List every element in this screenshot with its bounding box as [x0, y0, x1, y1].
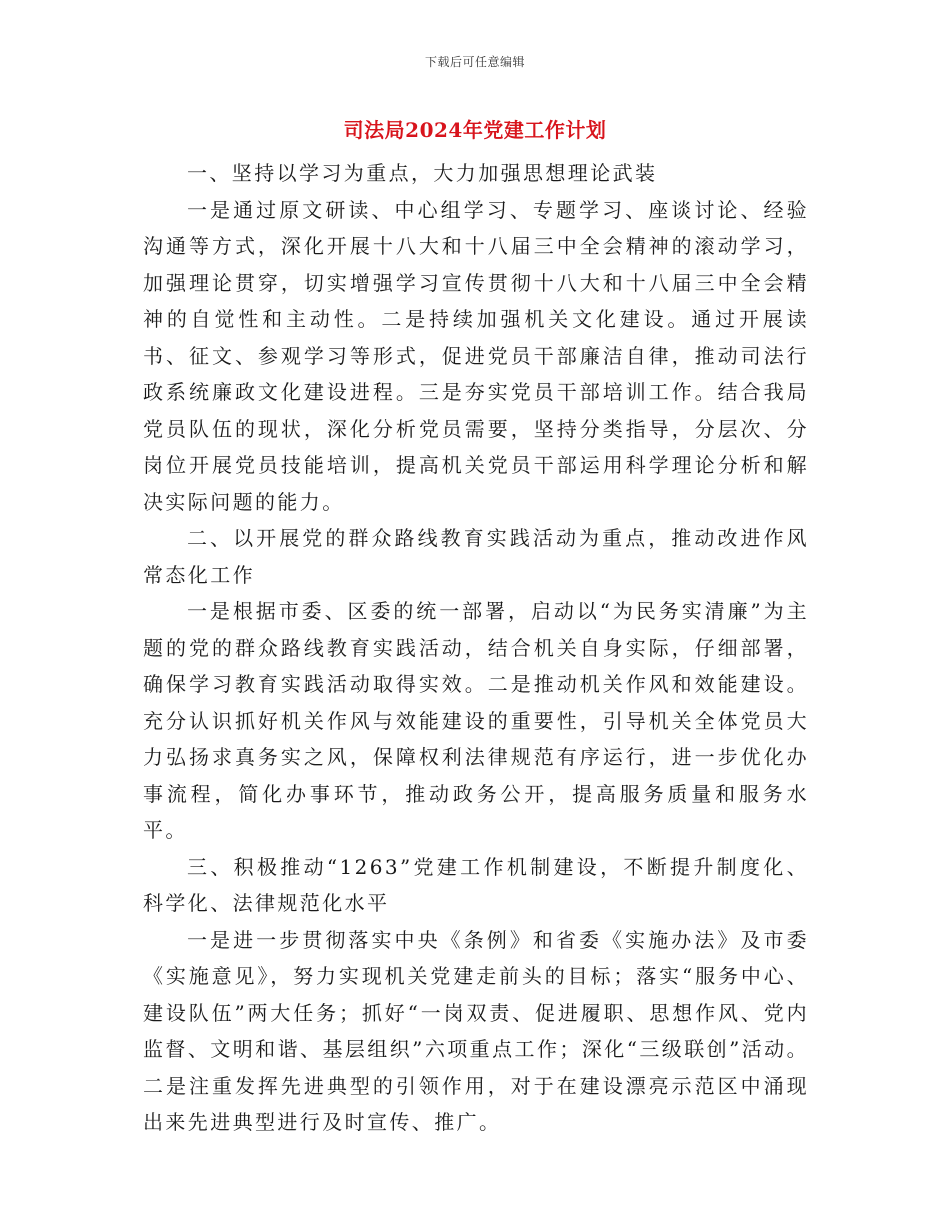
document-title: 司法局2024年党建工作计划	[343, 118, 607, 142]
body-paragraph-2: 一是根据市委、区委的统一部署，启动以“为民务实清廉”为主题的党的群众路线教育实践活动，结合机关自身实际，仔细部署，确保学习教育实践活动取得实效。二是推动机关作风和效能建设。充分认识抓好机关作风与效能建设的重要性，引导机关全体党员大力弘扬求真务实之风，保障权利法律规范有序运行，进一步优化办事流程，简化办事环节，推动政务公开，提高服务质量和服务水平。	[143, 599, 809, 842]
header-note: 下载后可任意编辑	[424, 55, 525, 69]
section-heading-2: 二、以开展党的群众路线教育实践活动为重点，推动改进作风常态化工作	[143, 526, 809, 587]
section-heading-3: 三、积极推动“1263”党建工作机制建设，不断提升制度化、科学化、法律规范化水平	[143, 854, 809, 915]
body-paragraph-1: 一是通过原文研读、中心组学习、专题学习、座谈讨论、经验沟通等方式，深化开展十八大和十八届三中全会精神的滚动学习，加强理论贯穿，切实增强学习宣传贯彻十八大和十八届三中全会精神的自觉性和主动性。二是持续加强机关文化建设。通过开展读书、征文、参观学习等形式，促进党员干部廉洁自律，推动司法行政系统廉政文化建设进程。三是夯实党员干部培训工作。结合我局党员队伍的现状，深化分析党员需要，坚持分类指导，分层次、分岗位开展党员技能培训，提高机关党员干部运用科学理论分析和解决实际问题的能力。	[143, 197, 809, 514]
body-paragraph-3: 一是进一步贯彻落实中央《条例》和省委《实施办法》及市委《实施意见》，努力实现机关党建走前头的目标；落实“服务中心、建设队伍”两大任务；抓好“一岗双责、促进履职、思想作风、党内监督、文明和谐、基层组织”六项重点工作；深化“三级联创”活动。二是注重发挥先进典型的引领作用，对于在建设漂亮示范区中涌现出来先进典型进行及时宣传、推广。	[143, 927, 809, 1134]
document-body	[143, 155, 809, 1141]
section-heading-1: 一、坚持以学习为重点，大力加强思想理论武装	[187, 161, 658, 185]
